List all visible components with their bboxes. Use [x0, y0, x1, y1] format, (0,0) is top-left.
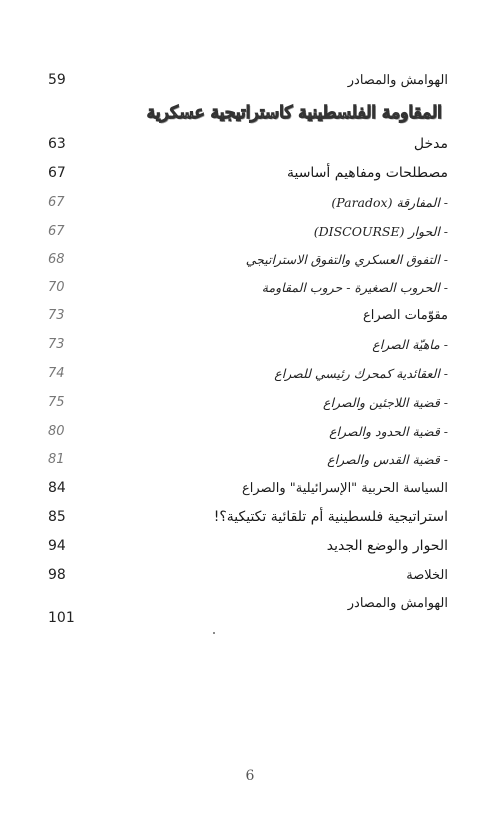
toc-page-number: 70	[48, 279, 65, 295]
section-heading: المقاومة الفلسطينية كاستراتيجية عسكرية	[146, 103, 442, 123]
toc-entry-title: - قضية اللاجئين والصراع	[323, 394, 448, 410]
toc-entry	[48, 131, 448, 157]
toc-entry-title: مقوّمات الصراع	[363, 307, 448, 323]
toc-entry	[48, 562, 448, 588]
toc-entry	[48, 67, 448, 93]
toc-subentry	[48, 189, 448, 215]
toc-subentry	[48, 218, 448, 244]
toc-entry-title: - الحوار (DISCOURSE)	[313, 223, 448, 239]
toc-entry-title: الهوامش والمصادر	[347, 596, 448, 611]
toc-entry	[48, 594, 448, 634]
toc-page-number: 67	[48, 223, 65, 239]
toc-subentry	[48, 246, 448, 272]
toc-entry	[48, 302, 448, 328]
toc-subentry	[48, 389, 448, 415]
toc-page-number: 81	[48, 451, 65, 467]
toc-entry-title: الهوامش والمصادر	[347, 72, 448, 88]
toc-subentry	[48, 274, 448, 300]
toc-entry-title: - العقائدية كمحرك رئيسي للصراع	[274, 365, 448, 381]
toc-page-number: 74	[48, 365, 65, 381]
toc-page-number: 85	[48, 509, 66, 525]
toc-page-number: 63	[48, 136, 66, 152]
toc-page-number: 98	[48, 567, 66, 583]
toc-subentry	[48, 446, 448, 472]
toc-page-number: 59	[48, 72, 66, 88]
toc-subentry	[48, 360, 448, 386]
toc-page-number: 68	[48, 251, 65, 267]
toc-page-number: 73	[48, 307, 65, 323]
toc-page-number: 67	[48, 165, 66, 181]
toc-entry-title: مدخل	[413, 136, 448, 152]
toc-entry-title: استراتيجية فلسطينية أم تلقائية تكتيكية؟!	[213, 509, 448, 525]
toc-entry-title: - قضية القدس والصراع	[327, 451, 448, 467]
stray-dot	[213, 632, 215, 634]
toc-entry-title: - الحروب الصغيرة - حروب المقاومة	[261, 279, 448, 295]
toc-entry-title: الخلاصة	[406, 567, 448, 583]
toc-entry	[48, 475, 448, 501]
toc-entry	[48, 504, 448, 530]
toc-page-number: 73	[48, 336, 65, 352]
toc-page-number: 67	[48, 194, 65, 210]
toc-page-number: 80	[48, 423, 65, 439]
toc-entry-title: - المفارقة (Paradox)	[331, 194, 448, 210]
toc-entry	[48, 533, 448, 559]
toc-page-number: 75	[48, 394, 65, 410]
toc-page-number: 94	[48, 538, 66, 554]
toc-entry-title: - التفوق العسكري والتفوق الاستراتيجي	[245, 251, 448, 267]
toc-entry-title: - قضية الحدود والصراع	[329, 423, 448, 439]
toc-page-number: 84	[48, 480, 66, 496]
toc-entry-title: الحوار والوضع الجديد	[326, 538, 448, 554]
toc-entry-title: مصطلحات ومفاهيم أساسية	[286, 165, 448, 181]
toc-subentry	[48, 418, 448, 444]
toc-entry-title: السياسة الحربية "الإسرائيلية" والصراع	[241, 480, 448, 496]
page-number: 6	[245, 768, 255, 784]
toc-entry	[48, 160, 448, 186]
toc-page-number: 101	[48, 610, 75, 626]
toc-subentry	[48, 331, 448, 357]
toc-entry-title: - ماهيّة الصراع	[372, 336, 448, 352]
